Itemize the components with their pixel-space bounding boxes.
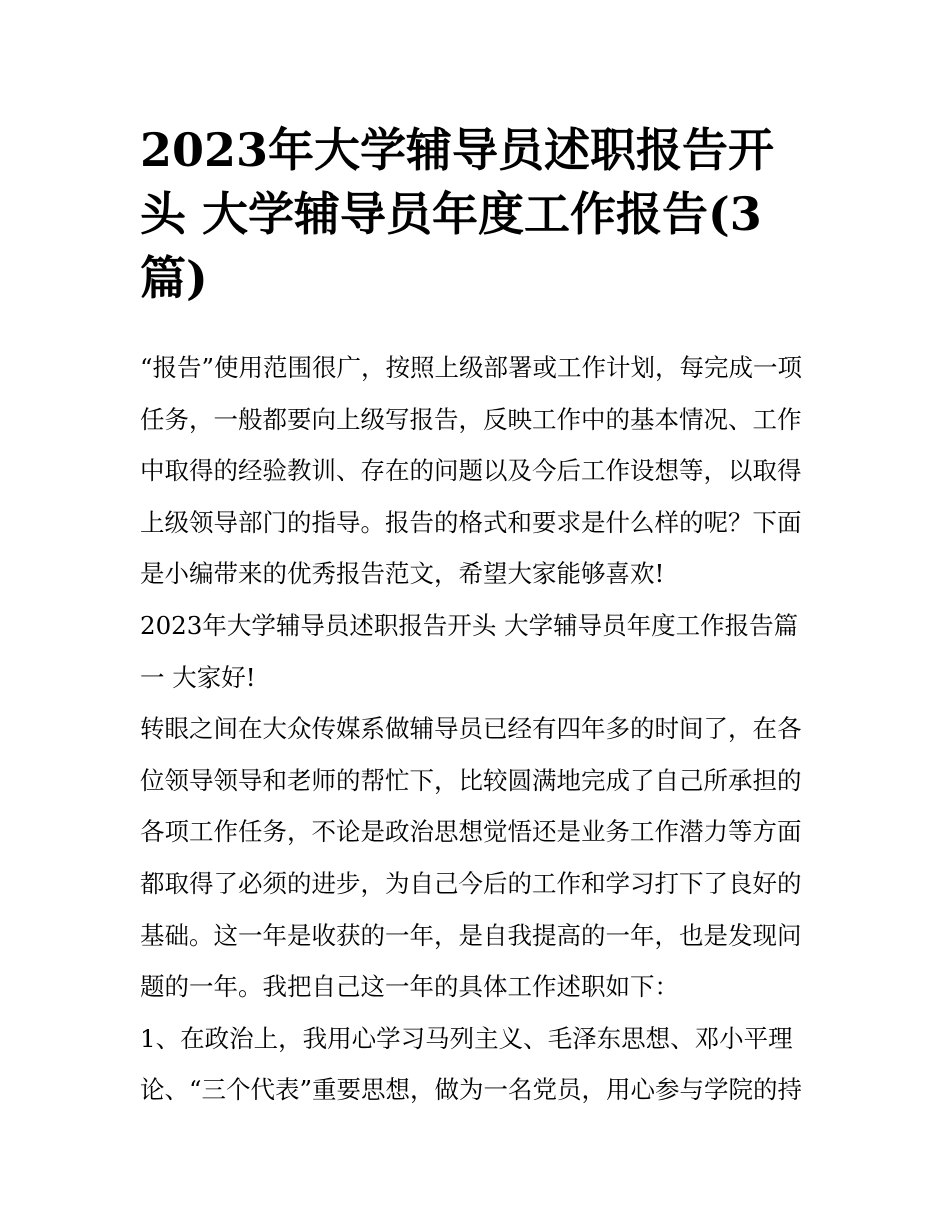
section-heading-paragraph: 2023年大学辅导员述职报告开头 大学辅导员年度工作报告篇一 大家好! xyxy=(140,610,799,692)
document-content xyxy=(140,118,812,1116)
body-paragraph: 1、在政治上，我用心学习马列主义、毛泽东思想、邓小平理论、“三个代表”重要思想，做为一名党员，用心参与学院的持 xyxy=(140,1023,803,1105)
document-body xyxy=(140,342,812,1116)
intro-paragraph: “报告”使用范围很广，按照上级部署或工作计划，每完成一项任务，一般都要向上级写报告，反映工作中的基本情况、工作中取得的经验教训、存在的问题以及今后工作设想等，以取得上级领导部门的指导。报告的格式和要求是什么样的呢？下面是小编带来的优秀报告范文，希望大家能够喜欢! xyxy=(140,353,803,589)
body-paragraph: 转眼之间在大众传媒系做辅导员已经有四年多的时间了，在各位领导领导和老师的帮忙下，比较圆满地完成了自己所承担的各项工作任务，不论是政治思想觉悟还是业务工作潜力等方面都取得了必须的进步，为自己今后的工作和学习打下了良好的基础。这一年是收获的一年，是自我提高的一年，也是发现问题的一年。我把自己这一年的具体工作述职如下： xyxy=(140,714,802,1002)
document-title: 2023年大学辅导员述职报告开头 大学辅导员年度工作报告(3篇) xyxy=(140,123,775,305)
